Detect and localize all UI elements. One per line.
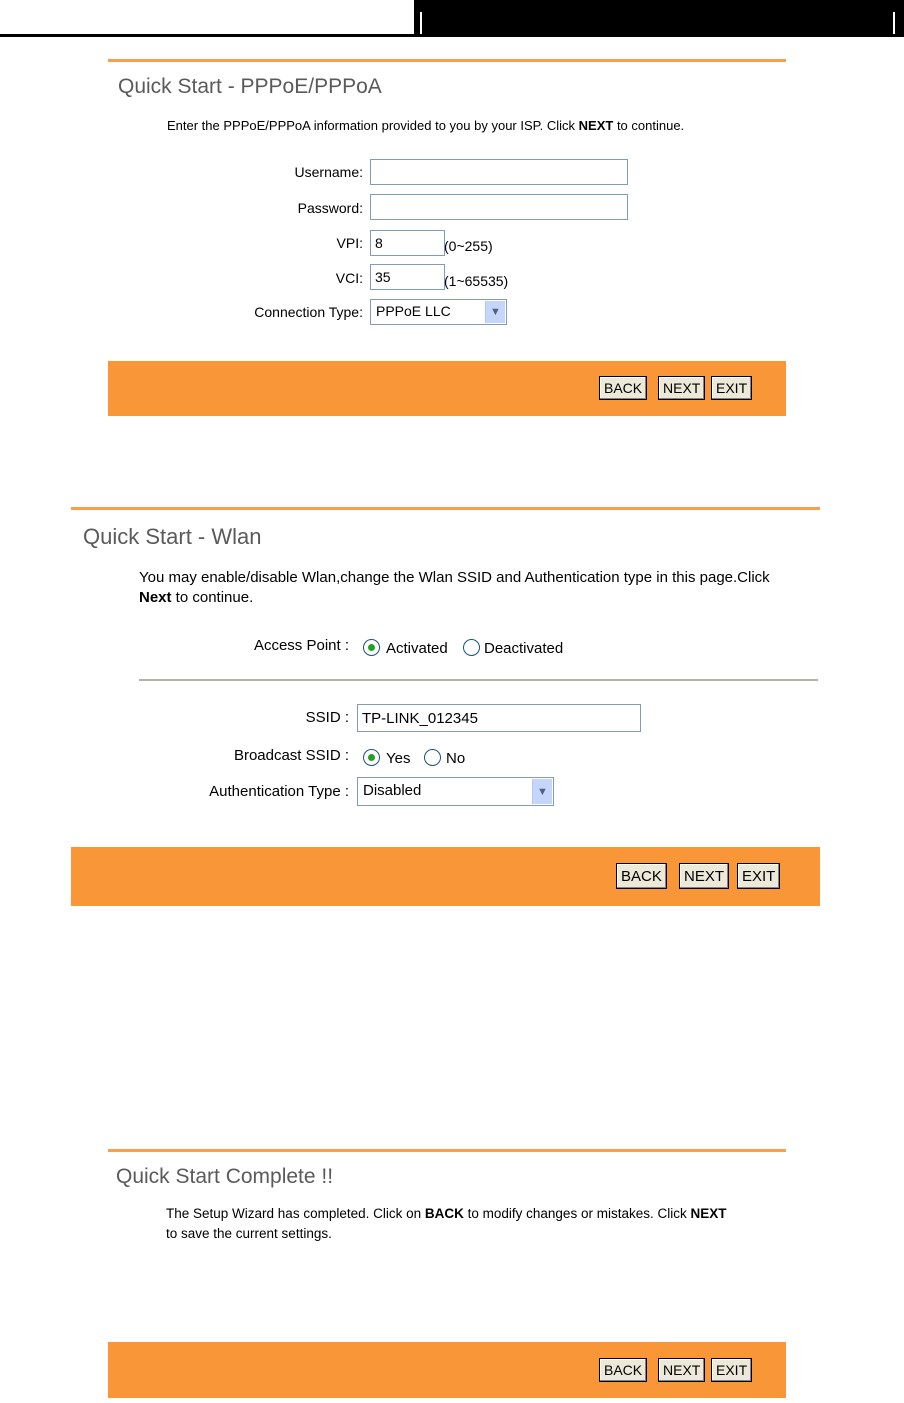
- broadcast-ssid-label: Broadcast SSID :: [233, 747, 349, 764]
- back-button[interactable]: BACK: [616, 863, 667, 889]
- instruction-text: The Setup Wizard has completed. Click on BACK to modify changes or mistakes. Click NEXT to save the current settings.: [166, 1206, 727, 1241]
- header-divider: [893, 12, 895, 34]
- vci-range-hint: (1~65535): [444, 273, 509, 289]
- access-point-label: Access Point :: [253, 637, 349, 654]
- button-bar: [108, 361, 786, 416]
- authentication-type-select[interactable]: [357, 777, 554, 806]
- page-title: Quick Start - Wlan: [83, 524, 262, 549]
- next-button[interactable]: NEXT: [658, 376, 705, 400]
- wlan-panel: [71, 507, 820, 906]
- panel-top-rule: [108, 1149, 786, 1152]
- deactivated-radio[interactable]: [463, 639, 480, 656]
- exit-button[interactable]: EXIT: [737, 863, 780, 889]
- vci-label: VCI:: [335, 270, 363, 286]
- activated-label: Activated: [386, 640, 448, 657]
- password-label: Password:: [297, 200, 363, 216]
- ssid-label: SSID :: [305, 709, 349, 726]
- pppoe-panel: [108, 59, 786, 416]
- header-rule: [0, 34, 414, 37]
- chevron-down-icon[interactable]: ▼: [532, 779, 552, 804]
- vpi-input[interactable]: [370, 230, 445, 256]
- page-title: Quick Start Complete !!: [116, 1165, 334, 1188]
- broadcast-no-radio[interactable]: [424, 749, 441, 766]
- complete-panel: [108, 1149, 786, 1398]
- exit-button[interactable]: EXIT: [711, 376, 752, 400]
- header-bar: [414, 0, 904, 37]
- username-label: Username:: [294, 164, 363, 180]
- vpi-label: VPI:: [336, 235, 363, 251]
- header-divider: [420, 12, 422, 34]
- chevron-down-icon[interactable]: ▼: [485, 301, 505, 323]
- section-divider: [139, 679, 818, 681]
- broadcast-yes-radio[interactable]: [363, 749, 380, 766]
- panel-top-rule: [108, 59, 786, 62]
- vci-input[interactable]: [370, 264, 445, 290]
- password-input[interactable]: [370, 194, 628, 220]
- deactivated-label: Deactivated: [484, 640, 564, 657]
- ssid-input[interactable]: [357, 704, 641, 732]
- activated-radio[interactable]: [363, 639, 380, 656]
- next-button[interactable]: NEXT: [658, 1358, 705, 1382]
- next-button[interactable]: NEXT: [679, 863, 729, 889]
- exit-button[interactable]: EXIT: [711, 1358, 752, 1382]
- authentication-type-label: Authentication Type :: [209, 783, 349, 800]
- vpi-range-hint: (0~255): [444, 238, 493, 254]
- broadcast-no-label: No: [446, 750, 466, 767]
- connection-type-select[interactable]: [370, 299, 507, 325]
- back-button[interactable]: BACK: [599, 376, 647, 400]
- connection-type-value: PPPoE LLC: [376, 303, 451, 319]
- back-button[interactable]: BACK: [599, 1358, 647, 1382]
- connection-type-label: Connection Type:: [254, 304, 363, 320]
- button-bar: [108, 1342, 786, 1398]
- button-bar: [71, 847, 820, 906]
- panel-top-rule: [71, 507, 820, 510]
- username-input[interactable]: [370, 159, 628, 185]
- page-title: Quick Start - PPPoE/PPPoA: [118, 75, 382, 98]
- instruction-text: Enter the PPPoE/PPPoA information provided to you by your ISP. Click NEXT to continue.: [167, 118, 685, 133]
- authentication-type-value: Disabled: [363, 782, 422, 799]
- broadcast-yes-label: Yes: [386, 750, 411, 767]
- instruction-text: You may enable/disable Wlan,change the Wlan SSID and Authentication type in this page.Click Next to continue.: [139, 569, 770, 606]
